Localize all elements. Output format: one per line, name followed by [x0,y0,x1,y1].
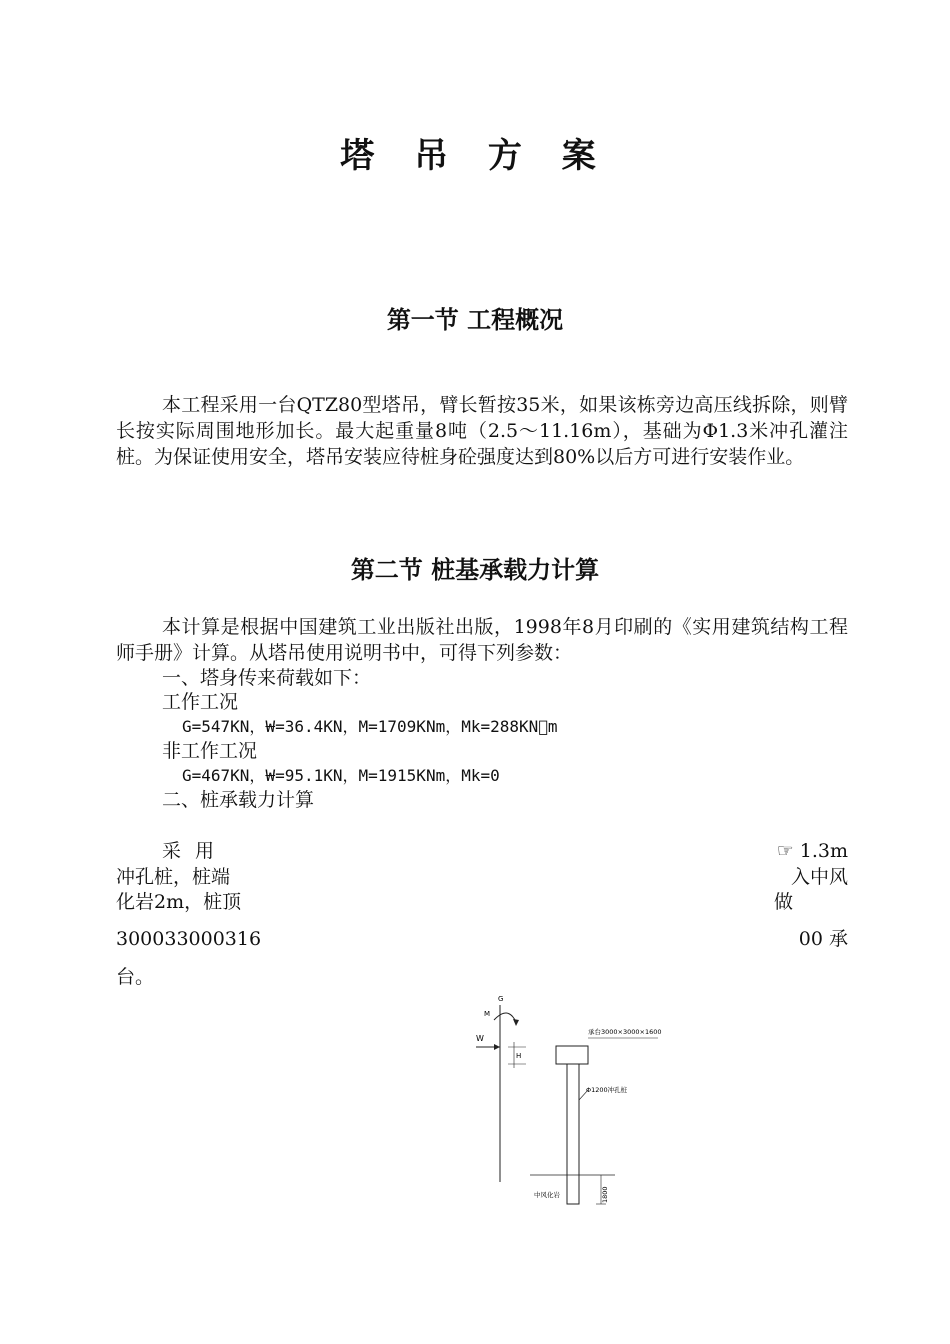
right-col-line-4: 00 承 [798,928,848,950]
working-w-symbol: W [265,717,276,736]
depth-label: 1800 [601,1186,609,1203]
left-col-line-1: 采 用 [162,840,219,862]
pile-foundation-diagram [470,990,670,1210]
w-force-arrow [494,1044,500,1050]
right-col-line-1: ☞ 1.3m [776,840,848,862]
working-condition-label: 工作工况 [162,691,239,713]
section-1-heading: 第一节 工程概况 [386,306,564,334]
label-w: W [476,1034,484,1043]
nonworking-condition-values [182,764,500,788]
document-title: 塔 吊 方 案 [340,136,610,176]
cap-label: 承台3000×3000×1600 [588,1028,662,1036]
nonworking-condition-label: 非工作工况 [162,740,258,762]
section-2-intro: 本计算是根据中国建筑工业出版社出版，1998年8月印刷的《实用建筑结构工程师手册》计算。从塔吊使用说明书中，可得下列参数： [116,616,848,664]
moment-arc [494,1013,516,1022]
label-h: H [516,1052,522,1060]
nonworking-rest: =95.1KN，M=1915KNm，Mk=0 [275,766,500,785]
left-col-line-2: 冲孔桩，桩端 [116,866,231,888]
left-col-line-4: 300033000316 [116,928,262,950]
nonworking-g: G=467KN， [182,766,266,785]
working-rest: =36.4KN，M=1709KNm，Mk=288KN m [275,717,558,736]
working-g: G=547KN， [182,717,266,736]
tail-text: 台。 [116,966,155,988]
moment-arrow-head [513,1019,519,1026]
label-m: M [484,1010,491,1018]
load-heading: 一、塔身传来荷载如下： [162,667,372,689]
pile-shaft [567,1064,579,1204]
left-col-line-3: 化岩2m，桩顶 [116,891,242,913]
section-2-heading: 第二节 桩基承载力计算 [350,556,600,584]
right-col-line-3: 做 [774,891,794,913]
pile-cap-rect [556,1046,588,1064]
working-condition-values [182,715,558,739]
right-col-line-2: 入中风 [790,866,848,888]
nonworking-w-symbol: W [265,766,276,785]
rock-label: 中风化岩 [534,1191,560,1199]
pile-label: Φ1200冲孔桩 [586,1086,628,1094]
section-1-paragraph: 本工程采用一台QTZ80型塔吊，臂长暂按35米，如果该栋旁边高压线拆除，则臂长按实际周围地形加长。最大起重量8吨（2.5～11.16m），基础为Φ1.3米冲孔灌注桩。为保证使用安全，塔吊安装应待桩身砼强度达到80%以后方可进行安装作业。 [116,394,848,468]
pile-capacity-heading: 二、桩承载力计算 [162,789,315,811]
label-g: G [498,995,504,1003]
